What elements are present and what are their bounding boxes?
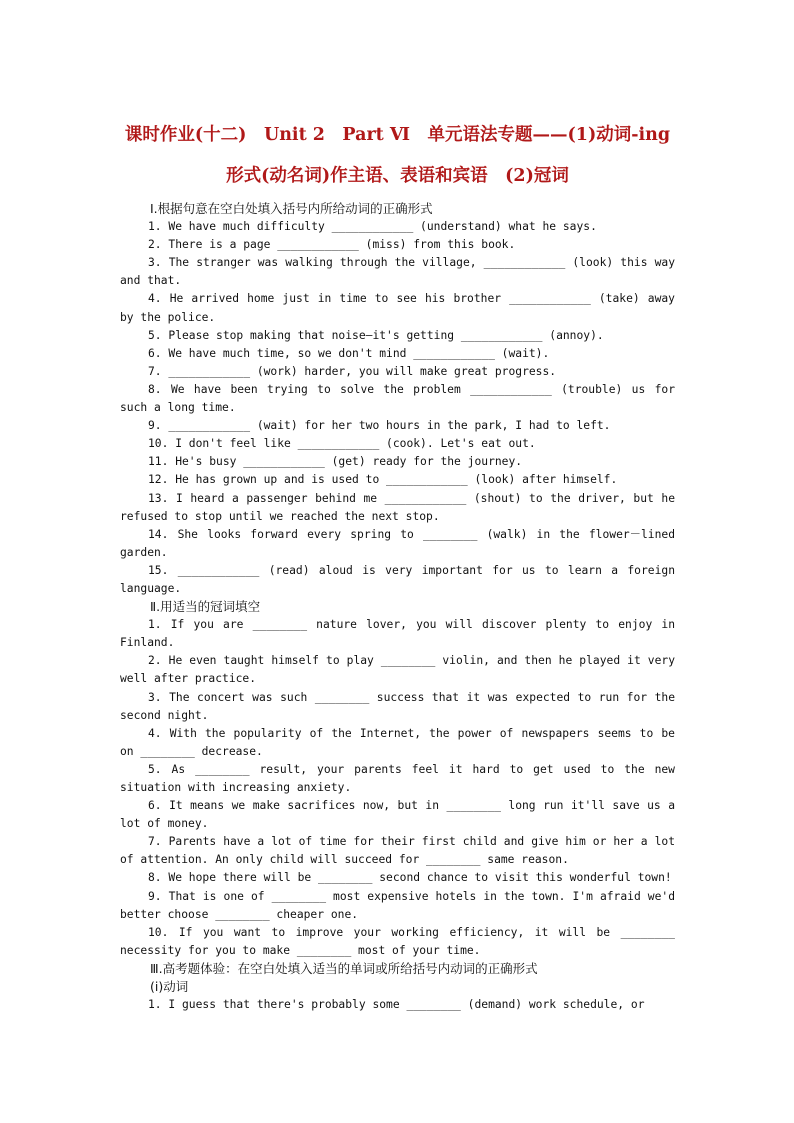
exercise-item: 13. I heard a passenger behind me ____________ (shout) to the driver, but he refused to stop until we reached the next stop. — [120, 491, 675, 523]
exercise-item: 7. Parents have a lot of time for their first child and give him or her a lot of attention. An only child will succeed for ________ same reason. — [120, 835, 675, 867]
exercise-item: 8. We have been trying to solve the problem ____________ (trouble) us for such a long time. — [120, 382, 675, 415]
exercise-item: 11. He's busy ____________ (get) ready for the journey. — [148, 455, 523, 469]
exercise-item: 2. He even taught himself to play ________ violin, and then he played it very well after practice. — [120, 654, 675, 686]
section1-heading: Ⅰ.根据句意在空白处填入括号内所给动词的正确形式 — [150, 201, 433, 216]
exercise-item: 7. ____________ (work) harder, you will make great progress. — [148, 364, 557, 378]
exercise-item: 9. That is one of ________ most expensive hotels in the town. I'm afraid we'd better choose ________ cheaper one. — [120, 889, 675, 921]
exercise-item: 10. I don't feel like ____________ (cook). Let's eat out. — [148, 437, 536, 451]
exercise-item: 14. She looks forward every spring to ________ (walk) in the flower－lined garden. — [120, 527, 675, 559]
exercise-item: 4. He arrived home just in time to see his brother ____________ (take) away by the police. — [120, 292, 675, 324]
exercise-item: 1. I guess that there's probably some ________ (demand) work schedule, or — [148, 998, 645, 1012]
exercise-item: 3. The stranger was walking through the village, ____________ (look) this way and that. — [120, 256, 675, 288]
exercise-item: 5. As ________ result, your parents feel it hard to get used to the new situation with increasing anxiety. — [120, 762, 675, 794]
exercise-item: 8. We hope there will be ________ second chance to visit this wonderful town! — [148, 871, 672, 885]
exercise-item: 2. There is a page ____________ (miss) from this book. — [148, 238, 516, 252]
exercise-item: 9. ____________ (wait) for her two hours in the park, I had to left. — [148, 419, 611, 433]
section2-heading: Ⅱ.用适当的冠词填空 — [150, 599, 261, 615]
exercise-item: 6. We have much time, so we don't mind ____________ (wait). — [148, 346, 550, 360]
section3-heading: Ⅲ.高考题体验：在空白处填入适当的单词或所给括号内动词的正确形式 — [150, 960, 538, 976]
section3-subheading: (ⅰ)动词 — [150, 979, 189, 995]
exercise-item: 5. Please stop making that noise—it's getting ____________ (annoy). — [148, 328, 604, 342]
page-title-line2: 形式(动名词)作主语、表语和宾语 (2)冠词 — [226, 166, 569, 186]
exercise-content — [120, 200, 675, 1014]
exercise-item: 1. We have much difficulty ____________ (understand) what he says. — [148, 220, 597, 234]
page-title-line1: 课时作业(十二) Unit 2 Part Ⅵ 单元语法专题——(1)动词-ing — [124, 125, 671, 145]
exercise-item: 6. It means we make sacrifices now, but in ________ long run it'll save us a lot of money. — [120, 799, 675, 831]
exercise-item: 1. If you are ________ nature lover, you will discover plenty to enjoy in Finland. — [120, 618, 675, 650]
exercise-item: 15. ____________ (read) aloud is very important for us to learn a foreign language. — [120, 563, 675, 595]
exercise-item: 4. With the popularity of the Internet, the power of newspapers seems to be on ________ decrease. — [120, 726, 675, 758]
exercise-item: 10. If you want to improve your working efficiency, it will be ________ necessity for you to make ________ most of your time. — [120, 925, 675, 957]
exercise-item: 12. He has grown up and is used to ____________ (look) after himself. — [148, 473, 618, 487]
exercise-item: 3. The concert was such ________ success that it was expected to run for the second night. — [120, 690, 675, 722]
